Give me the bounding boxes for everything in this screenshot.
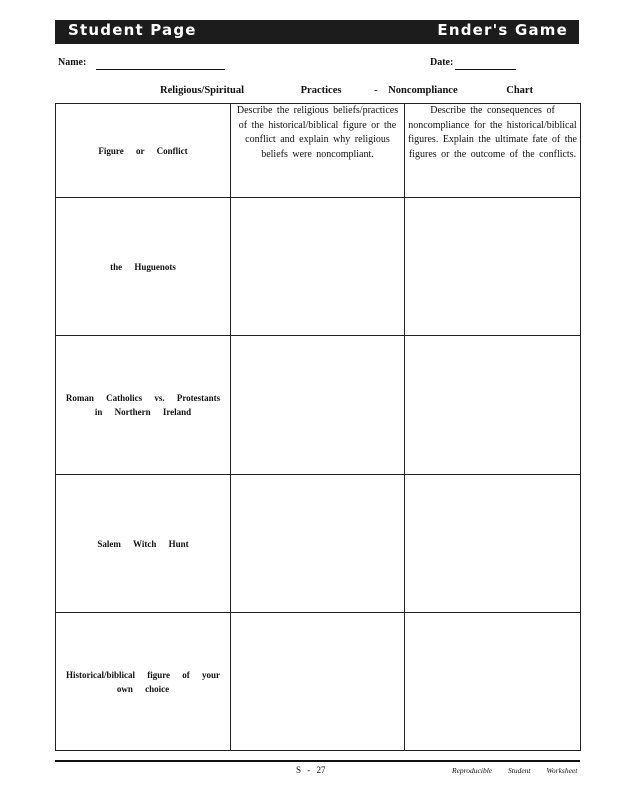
table-header-row bbox=[56, 104, 581, 198]
answer-cell-beliefs[interactable] bbox=[231, 613, 405, 751]
row-label-own-choice: Historical/biblical figure of your own choice bbox=[56, 613, 231, 751]
footer-divider bbox=[55, 760, 580, 762]
answer-cell-beliefs[interactable] bbox=[231, 475, 405, 613]
footer-note: Reproducible Student Worksheet bbox=[452, 766, 578, 775]
header-describe-consequences: Describe the consequences of noncompliance for the historical/biblical figures. Explain the ultimate fate of the figures or the outcome of the conflicts. bbox=[405, 104, 581, 198]
book-title: Ender's Game bbox=[437, 21, 568, 39]
table-row bbox=[56, 475, 581, 613]
date-field[interactable] bbox=[455, 69, 516, 70]
answer-cell-consequences[interactable] bbox=[405, 475, 581, 613]
row-label-huguenots: the Huguenots bbox=[56, 198, 231, 336]
answer-cell-beliefs[interactable] bbox=[231, 198, 405, 336]
worksheet-table bbox=[55, 103, 581, 751]
chart-title bbox=[160, 85, 533, 96]
header-figure-or-conflict: Figure or Conflict bbox=[56, 104, 231, 198]
chart-title-part-2: Practices bbox=[300, 85, 342, 96]
row-label-northern-ireland: Roman Catholics vs. Protestants in Northern Ireland bbox=[56, 336, 231, 475]
answer-cell-consequences[interactable] bbox=[405, 336, 581, 475]
chart-title-part-1: Religious/Spiritual bbox=[160, 85, 245, 96]
page-number: S - 27 bbox=[296, 765, 326, 775]
name-field[interactable] bbox=[96, 69, 225, 70]
header-describe-beliefs: Describe the religious beliefs/practices of the historical/biblical figure or the conflict and explain why religious beliefs were noncompliant. bbox=[231, 104, 405, 198]
table-row bbox=[56, 613, 581, 751]
date-label: Date: bbox=[430, 57, 454, 68]
title-banner bbox=[55, 20, 579, 44]
chart-title-part-3: - Noncompliance bbox=[374, 85, 458, 96]
row-label-salem: Salem Witch Hunt bbox=[56, 475, 231, 613]
chart-title-part-4: Chart bbox=[506, 85, 534, 96]
table-row bbox=[56, 198, 581, 336]
name-label: Name: bbox=[58, 57, 87, 68]
answer-cell-consequences[interactable] bbox=[405, 613, 581, 751]
answer-cell-consequences[interactable] bbox=[405, 198, 581, 336]
answer-cell-beliefs[interactable] bbox=[231, 336, 405, 475]
table-row bbox=[56, 336, 581, 475]
student-page-title: Student Page bbox=[68, 21, 197, 39]
